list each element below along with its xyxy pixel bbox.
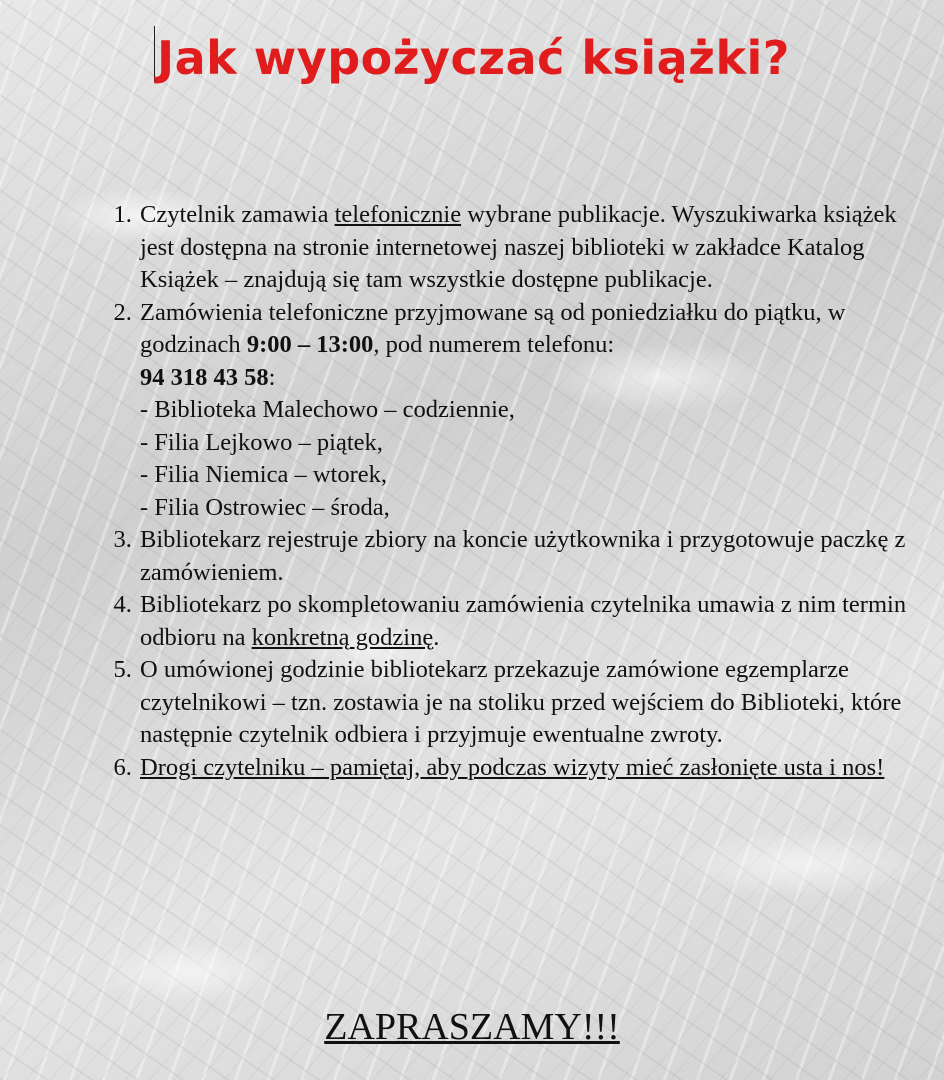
step-3: 3. Bibliotekarz rejestruje zbiory na koncie użytkownika i przygotowuje paczkę z zamówieniem. [138,524,928,589]
step-5: 5. O umówionej godzinie bibliotekarz przekazuje zamówione egzemplarze czytelnikowi – tzn. zostawia je na stoliku przed wejściem do Biblioteki, które następnie czytelnik odbiera i przyjmuje ewentualne zwroty. [138,654,928,752]
step-6 [138,752,928,785]
step-1: 1. Czytelnik zamawia telefonicznie wybrane publikacje. Wyszukiwarka książek jest dostępna na stronie internetowej naszej biblioteki w zakładce Katalog Książek – znajdują się tam wszystkie dostępne publikacje. [138,199,928,297]
mask-reminder: Drogi czytelniku – pamiętaj, aby podczas wizyty mieć zasłonięte usta i nos! [140,753,885,781]
phone-number: 94 318 43 58 [140,363,269,391]
branch-item: - Filia Niemica – wtorek, [140,461,387,488]
text-cursor [154,26,155,82]
branch-item: - Biblioteka Malechowo – codziennie, [140,396,515,423]
branch-item: - Filia Lejkowo – piątek, [140,428,383,456]
instructions-list [100,199,928,784]
office-hours: 9:00 – 13:00 [246,331,374,358]
branch-item: - Filia Ostrowiec – środa, [140,493,390,521]
specific-time-emphasis: konkretną godzinę [251,623,434,651]
step-2: 2. Zamówienia telefoniczne przyjmowane są od poniedziałku do piątku, w godzinach 9:00 – 13:00, pod numerem telefonu: 94 318 43 58: - Biblioteka Malechowo – codziennie, - Filia Lejkowo – piątek, - Filia Niemica – wtorek, - Filia Ostrowiec – środa, [138,297,928,525]
phone-order-emphasis: telefonicznie [334,201,462,228]
page-title: Jak wypożyczać książki? [157,31,790,85]
step-4: 4. Bibliotekarz po skompletowaniu zamówienia czytelnika umawia z nim termin odbioru na konkretną godzinę. [138,589,928,654]
closing-invitation: ZAPRASZAMY!!! [324,1006,620,1048]
title-area [0,26,944,85]
